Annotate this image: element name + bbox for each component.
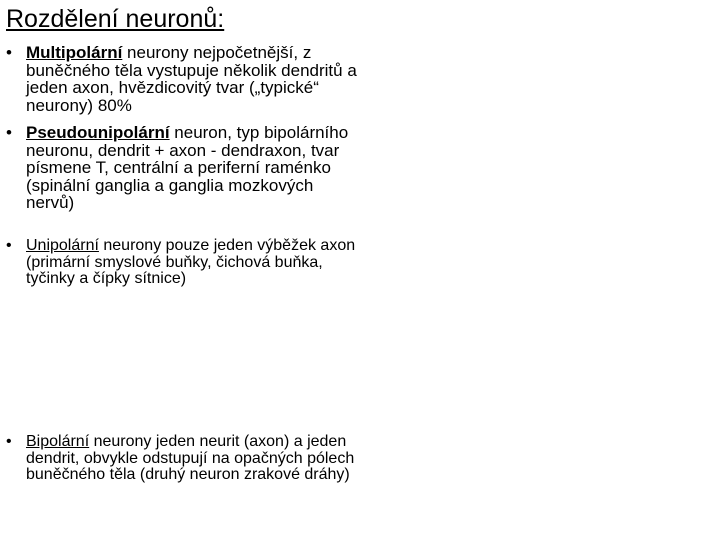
item-line: tyčinky a čípky sítnice) bbox=[26, 270, 187, 287]
item-first-line bbox=[6, 124, 348, 142]
item-first-line bbox=[6, 238, 355, 255]
item-line: dendrit, obvykle odstupují na opačných pólech bbox=[26, 449, 355, 467]
item-first-line bbox=[6, 44, 357, 62]
item-line: (spinální ganglia a ganglia mozkových bbox=[26, 175, 314, 195]
slide-title: Rozdělení neuronů: bbox=[6, 5, 225, 33]
bullet: • bbox=[6, 43, 12, 62]
list-item-pseudounipolar bbox=[6, 124, 348, 212]
item-line: nervů) bbox=[26, 193, 75, 212]
item-line: neuronu, dendrit + axon - dendraxon, tvar bbox=[26, 140, 340, 160]
bullet: • bbox=[6, 123, 12, 142]
item-text: neurony pouze jeden výběžek axon bbox=[98, 237, 356, 254]
item-line: (primární smyslové buňky, čichová buňka, bbox=[26, 253, 323, 271]
item-line: buněčného těla vystupuje několik dendritů a bbox=[26, 60, 357, 80]
item-text: neuron, typ bipolárního bbox=[169, 123, 349, 142]
item-line: neurony) 80% bbox=[26, 95, 132, 115]
item-line: písmene T, centrální a periferní raménko bbox=[26, 158, 331, 177]
list-item-unipolar bbox=[6, 238, 355, 288]
item-line: buněčného těla (druhý neuron zrakové dráhy) bbox=[26, 466, 350, 483]
term-pseudounipolar: Pseudounipolární bbox=[26, 123, 170, 142]
item-line: jeden axon, hvězdicovitý tvar („typické“ bbox=[26, 78, 319, 97]
list-item-bipolar bbox=[6, 434, 354, 484]
list-item-multipolar bbox=[6, 44, 357, 114]
item-text: neurony jeden neurit (axon) a jeden bbox=[89, 433, 347, 450]
item-text: neurony nejpočetnější, z bbox=[122, 43, 312, 62]
item-first-line bbox=[6, 434, 354, 451]
term-bipolar: Bipolární bbox=[26, 433, 90, 450]
bullet: • bbox=[6, 237, 12, 254]
term-unipolar: Unipolární bbox=[26, 237, 99, 254]
term-multipolar: Multipolární bbox=[26, 43, 123, 62]
bullet: • bbox=[6, 433, 12, 450]
